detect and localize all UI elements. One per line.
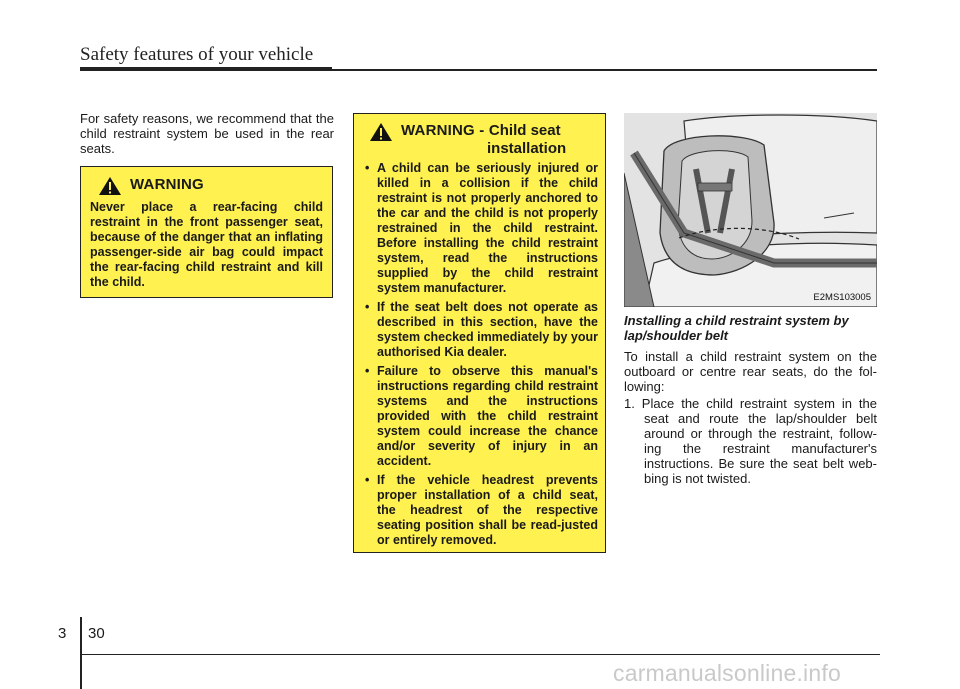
- footer-vertical-rule: [80, 617, 82, 689]
- warning-body: Never place a rear-facing child restraint in the front passenger seat, because of the danger that an inflating passenger-side air bag could impact the rear-facing child restraint and kill the child.: [90, 200, 323, 289]
- warning-header: [369, 122, 598, 157]
- warning-list-item: • If the seat belt does not operate as described in this section, have the system checked immediately by your authorised Kia dealer.: [365, 300, 598, 359]
- page-header-title: Safety features of your vehicle: [80, 44, 314, 65]
- warning-list-item: • Failure to observe this manual's instructions regarding child restraint systems and the instructions provided with the child restraint system could increase the chance and/or severity of injury in an accident.: [365, 364, 598, 468]
- bullet-icon: •: [365, 473, 370, 487]
- instruction-step-1: 1. Place the child restraint system in the seat and route the lap/shoulder belt around or through the restraint, follow-ing the restraint manufacturer's instructions. Be sure the seat belt web-bing is not twisted.: [624, 396, 877, 486]
- section-body: To install a child restraint system on the outboard or centre rear seats, do the fol-lowing:: [624, 349, 877, 394]
- watermark: carmanualsonline.info: [613, 660, 841, 686]
- warning-box-child-seat-installation: [353, 113, 606, 553]
- section-heading: Installing a child restraint system by lap/shoulder belt: [624, 313, 849, 343]
- figure-caption: E2MS103005: [813, 292, 871, 303]
- warning-triangle-icon: [98, 176, 122, 196]
- bullet-icon: •: [365, 300, 370, 314]
- warning-subtitle-line2: installation: [487, 140, 567, 157]
- header-rule-thin: [332, 69, 877, 71]
- warning-triangle-icon: [369, 122, 393, 142]
- footer-horizontal-rule: [80, 654, 880, 655]
- warning-header: [98, 176, 323, 196]
- warning-heading: [401, 122, 566, 157]
- chapter-number: 3: [58, 625, 67, 642]
- warning-title: WARNING: [130, 176, 204, 193]
- warning-title: WARNING -: [401, 122, 485, 139]
- header-rule-thick: [80, 67, 332, 71]
- bullet-icon: •: [365, 364, 370, 378]
- warning-list: [361, 161, 598, 548]
- warning-list-item: • If the vehicle headrest prevents proper installation of a child seat, the headrest of the respective seating position shall be read-justed or entirely removed.: [365, 473, 598, 547]
- warning-box-front-seat: [80, 166, 333, 298]
- page-number: 30: [88, 625, 105, 642]
- bullet-icon: •: [365, 161, 370, 175]
- child-seat-illustration: [624, 113, 877, 307]
- warning-list-item: • A child can be seriously injured or killed in a collision if the child restraint is not properly anchored to the car and the child is not properly restrained in the child restraint. Before installing the child restraint system, read the instructions supplied by the child restraint system manufacturer.: [365, 161, 598, 295]
- child-seat-drawing: [624, 113, 877, 307]
- intro-paragraph: For safety reasons, we recommend that the child restraint system be used in the rear seats.: [80, 111, 334, 156]
- warning-subtitle-line1: Child seat: [488, 122, 561, 139]
